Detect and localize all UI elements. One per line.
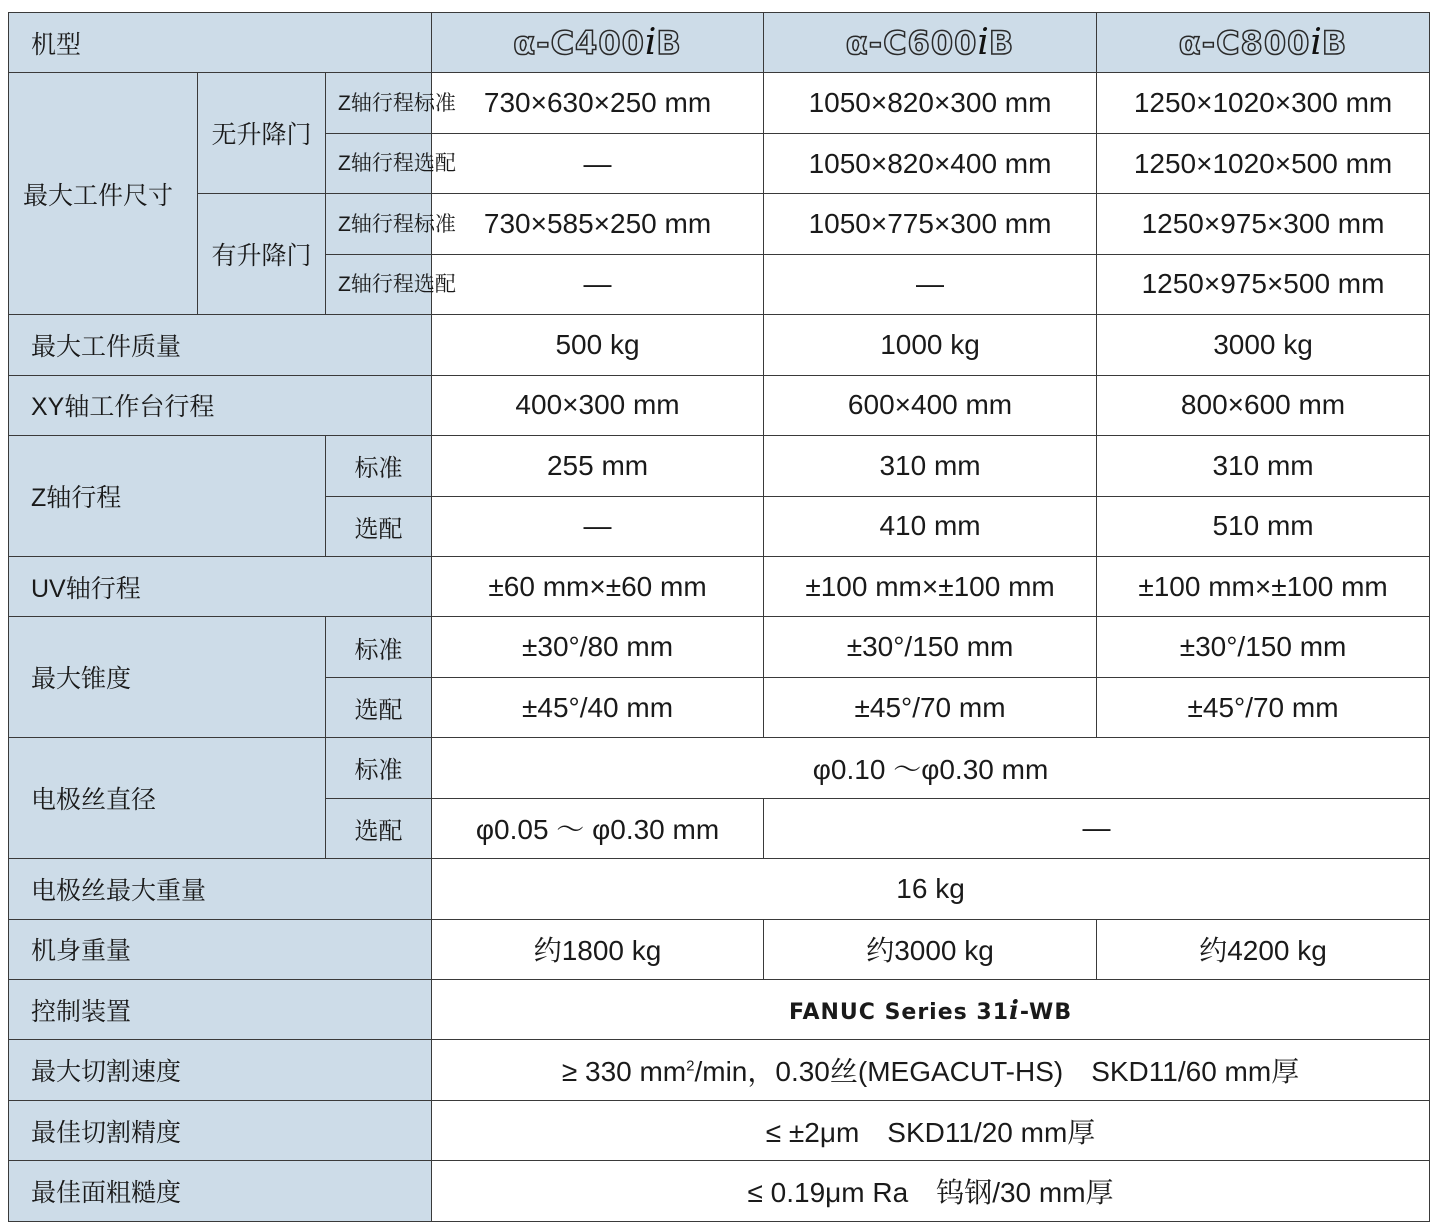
value-cell: 400×300 mm <box>432 375 764 435</box>
value-cell: ≤ ±2μm SKD11/20 mm厚 <box>432 1100 1430 1160</box>
value-cell: 约4200 kg <box>1097 919 1430 979</box>
value-cell: 1250×1020×500 mm <box>1097 133 1430 193</box>
wire-diameter-label: 电极丝直径 <box>9 738 326 859</box>
value-cell: 310 mm <box>764 436 1097 496</box>
value-cell: φ0.05 ～ φ0.30 mm <box>432 798 764 858</box>
table-row <box>9 980 1430 1040</box>
model-c400: α-C400iB <box>432 13 764 73</box>
value-cell: — <box>432 254 764 314</box>
table-row <box>9 738 1430 798</box>
value-cell: 1050×775×300 mm <box>764 194 1097 254</box>
opt-label: 选配 <box>326 798 432 858</box>
model-c600: α-C600iB <box>764 13 1097 73</box>
value-cell: 255 mm <box>432 436 764 496</box>
workpiece-size-label: 最大工件尺寸 <box>9 73 198 315</box>
value-cell: φ0.10 ～φ0.30 mm <box>432 738 1430 798</box>
wire-weight-label: 电极丝最大重量 <box>9 859 432 919</box>
roughness-label: 最佳面粗糙度 <box>9 1161 432 1222</box>
value-cell: 1250×1020×300 mm <box>1097 73 1430 133</box>
max-mass-label: 最大工件质量 <box>9 315 432 375</box>
z-travel-label: Z轴行程 <box>9 436 326 557</box>
value-cell: 16 kg <box>432 859 1430 919</box>
table-row <box>9 315 1430 375</box>
value-cell: 800×600 mm <box>1097 375 1430 435</box>
table-row <box>9 919 1430 979</box>
value-cell: ±30°/150 mm <box>764 617 1097 677</box>
lift-label: 有升降门 <box>198 194 326 315</box>
table-row <box>9 73 1430 133</box>
value-cell: 约1800 kg <box>432 919 764 979</box>
value-cell: 1050×820×300 mm <box>764 73 1097 133</box>
value-cell: 约3000 kg <box>764 919 1097 979</box>
value-cell: ±100 mm×±100 mm <box>764 556 1097 616</box>
value-cell: 410 mm <box>764 496 1097 556</box>
cutting-speed-label: 最大切割速度 <box>9 1040 432 1100</box>
value-cell: 1250×975×300 mm <box>1097 194 1430 254</box>
no-lift-label: 无升降门 <box>198 73 326 194</box>
value-cell: 730×585×250 mm <box>432 194 764 254</box>
value-cell: ±30°/80 mm <box>432 617 764 677</box>
std-label: 标准 <box>326 738 432 798</box>
z-opt-label: Z轴行程选配 <box>326 254 432 314</box>
z-std-label: Z轴行程标准 <box>326 73 432 133</box>
opt-label: 选配 <box>326 496 432 556</box>
value-cell: — <box>764 254 1097 314</box>
value-cell: ±45°/70 mm <box>1097 677 1430 737</box>
table-row <box>9 1161 1430 1222</box>
controller-label: 控制装置 <box>9 980 432 1040</box>
table-row <box>9 859 1430 919</box>
cutting-speed-value: ≥ 330 $mm^2/\min$，0.30丝(MEGACUT-HS) SKD11/60 mm厚 <box>432 1040 1430 1100</box>
z-std-label: Z轴行程标准 <box>326 194 432 254</box>
header-row <box>9 13 1430 73</box>
value-cell: 1050×820×400 mm <box>764 133 1097 193</box>
value-cell: 1000 kg <box>764 315 1097 375</box>
std-label: 标准 <box>326 617 432 677</box>
value-cell: 500 kg <box>432 315 764 375</box>
spec-table <box>8 12 1430 1222</box>
value-cell: ≤ 0.19μm Ra 钨钢/30 mm厚 <box>432 1161 1430 1222</box>
table-row <box>9 375 1430 435</box>
value-cell: 510 mm <box>1097 496 1430 556</box>
taper-label: 最大锥度 <box>9 617 326 738</box>
std-label: 标准 <box>326 436 432 496</box>
uv-travel-label: UV轴行程 <box>9 556 432 616</box>
value-cell: 730×630×250 mm <box>432 73 764 133</box>
table-row <box>9 556 1430 616</box>
table-row <box>9 617 1430 677</box>
machine-weight-label: 机身重量 <box>9 919 432 979</box>
value-cell: — <box>432 133 764 193</box>
accuracy-label: 最佳切割精度 <box>9 1100 432 1160</box>
z-opt-label: Z轴行程选配 <box>326 133 432 193</box>
value-cell: ±60 mm×±60 mm <box>432 556 764 616</box>
value-cell: ±30°/150 mm <box>1097 617 1430 677</box>
table-row <box>9 1040 1430 1100</box>
model-c800: α-C800iB <box>1097 13 1430 73</box>
table-row <box>9 194 1430 254</box>
model-label: 机型 <box>9 13 432 73</box>
value-cell: 1250×975×500 mm <box>1097 254 1430 314</box>
value-cell: 3000 kg <box>1097 315 1430 375</box>
table-row <box>9 1100 1430 1160</box>
value-cell: — <box>432 496 764 556</box>
value-cell: ±45°/40 mm <box>432 677 764 737</box>
value-cell: 310 mm <box>1097 436 1430 496</box>
opt-label: 选配 <box>326 677 432 737</box>
value-cell: — <box>764 798 1430 858</box>
value-cell: ±45°/70 mm <box>764 677 1097 737</box>
xy-travel-label: XY轴工作台行程 <box>9 375 432 435</box>
table-row <box>9 436 1430 496</box>
controller-value: FANUC Series 31i-WB <box>432 980 1430 1040</box>
value-cell: 600×400 mm <box>764 375 1097 435</box>
value-cell: ±100 mm×±100 mm <box>1097 556 1430 616</box>
